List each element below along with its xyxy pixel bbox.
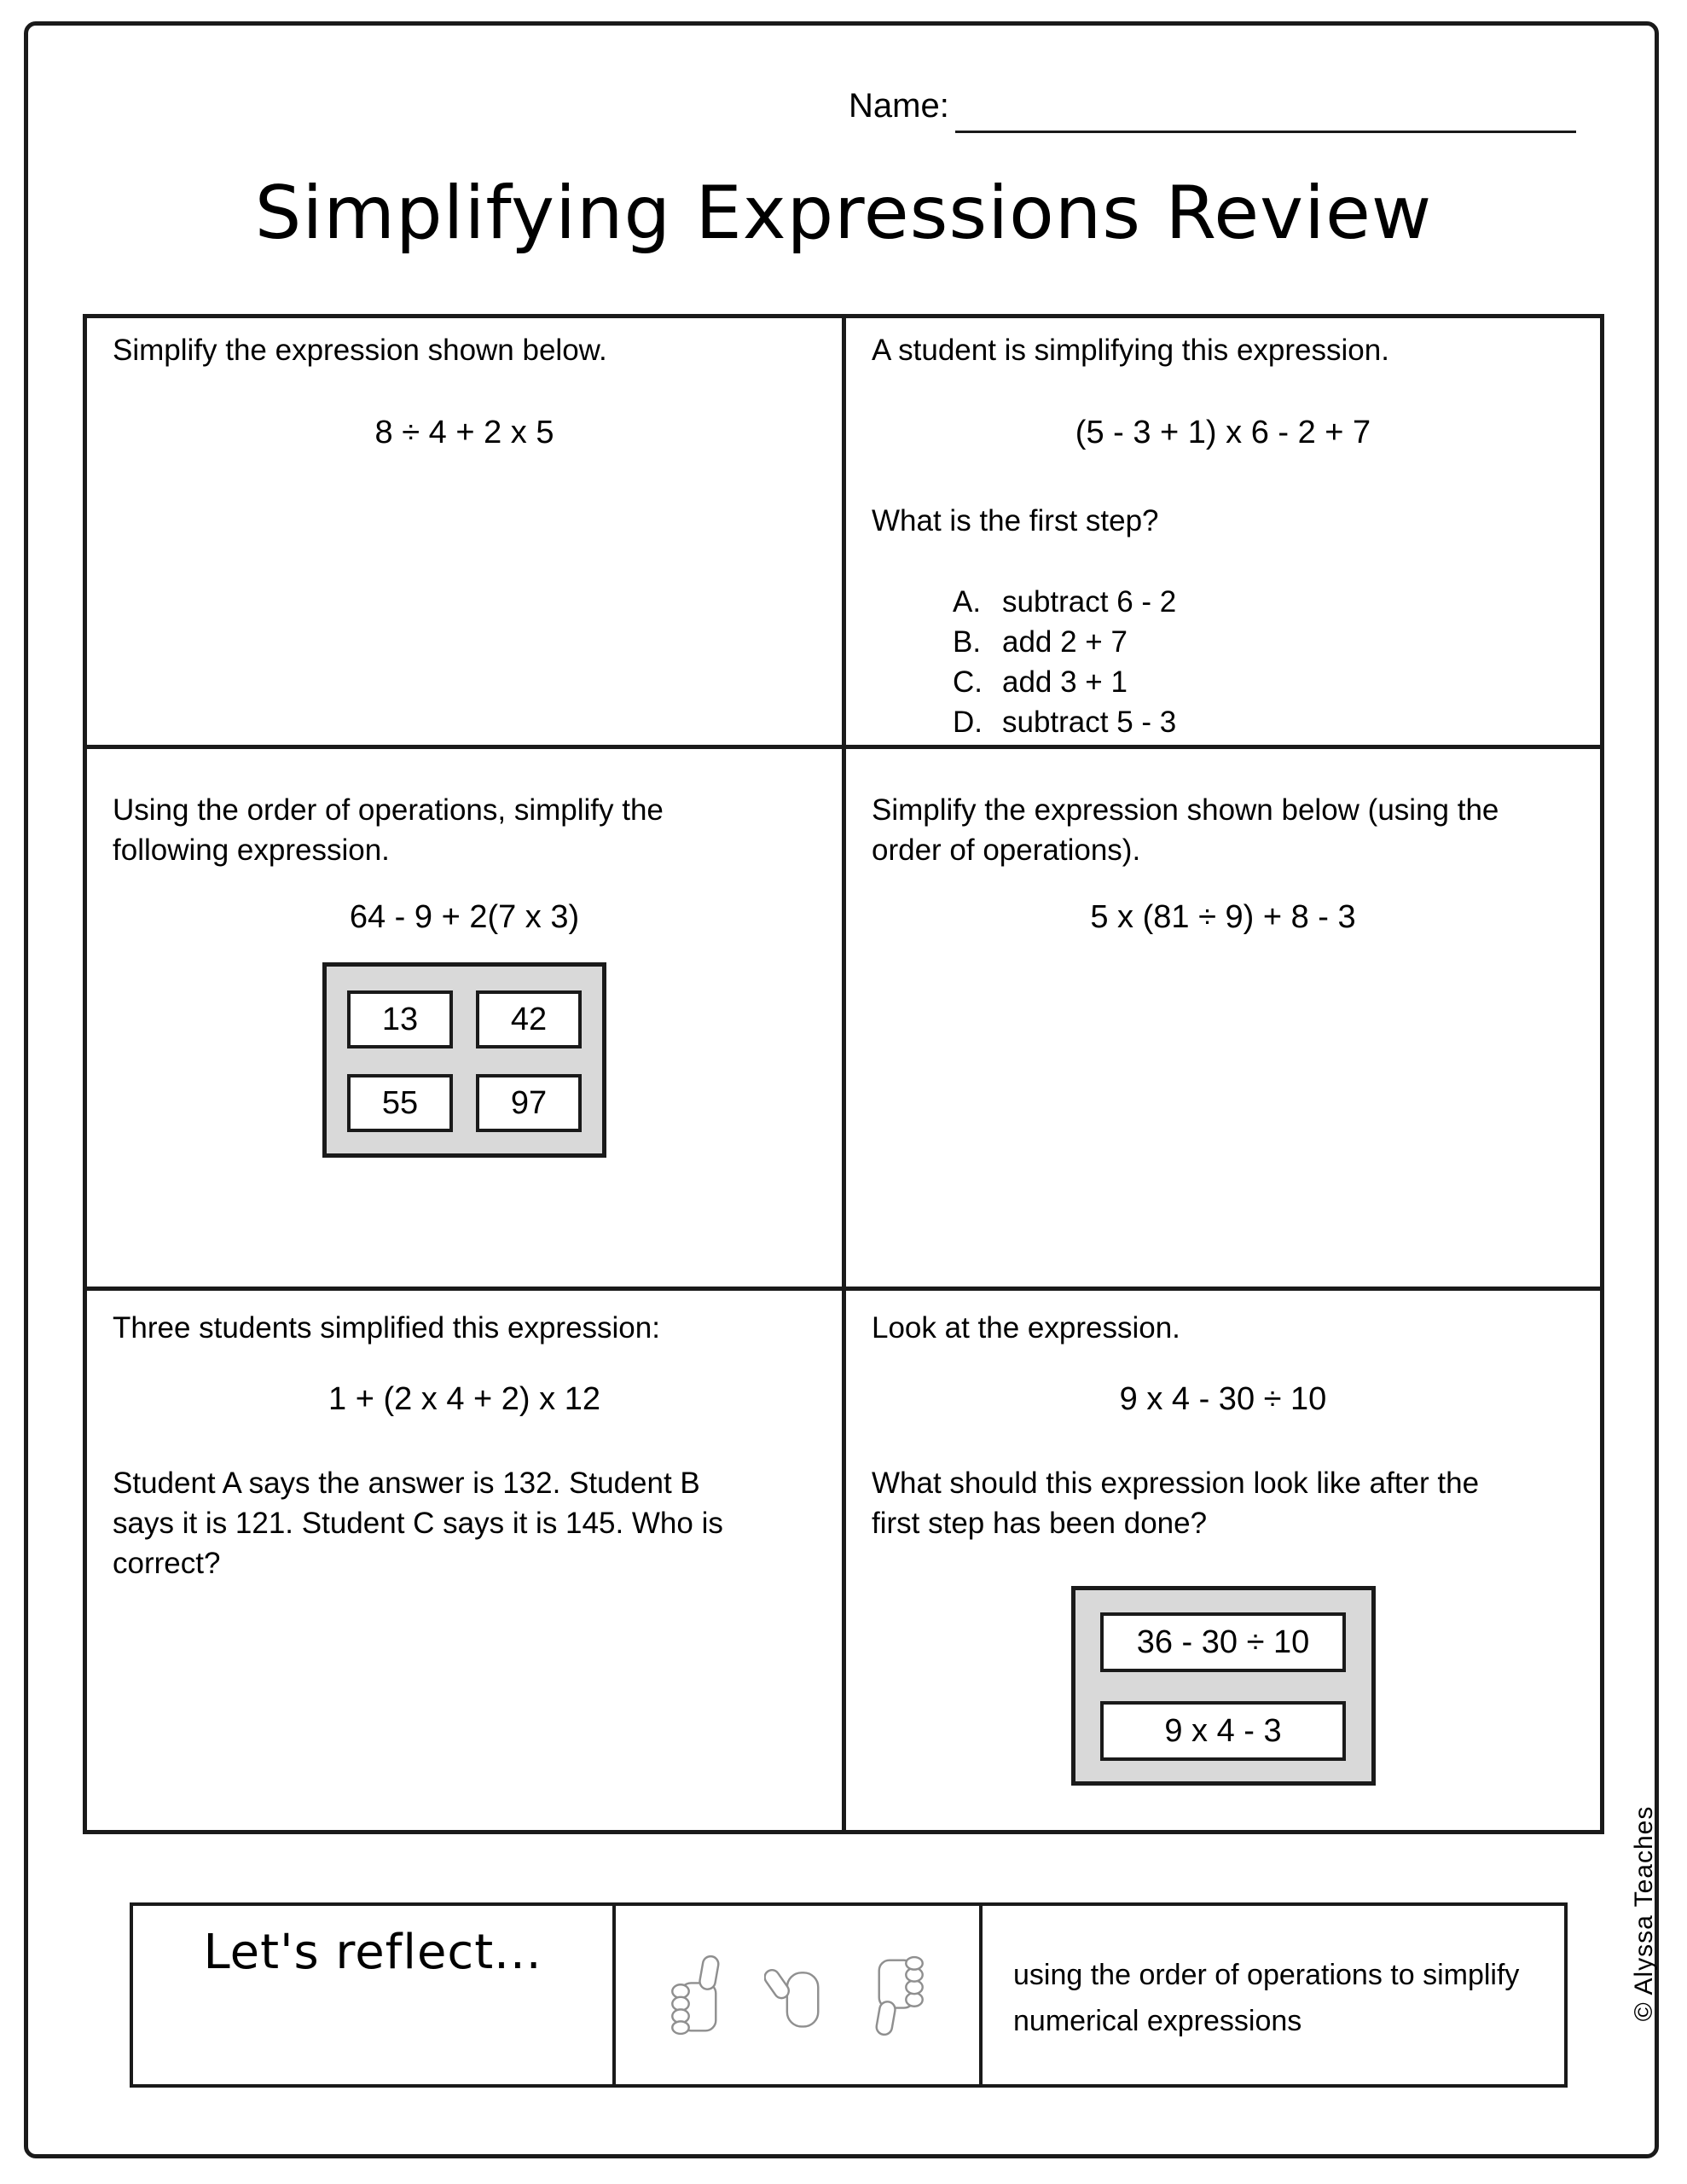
question-5-body-line-1: Student A says the answer is 132. Student B xyxy=(113,1467,700,1500)
choice-c xyxy=(953,662,1574,702)
question-2-choices xyxy=(953,582,1574,742)
choice-b xyxy=(953,622,1574,662)
answer-option-box: 42 xyxy=(476,990,582,1048)
copyright-text: © Alyssa Teaches xyxy=(1630,1805,1658,2022)
choice-b-letter: B. xyxy=(953,625,982,659)
name-label: Name: xyxy=(849,87,949,125)
question-5-body-line-3: correct? xyxy=(113,1547,221,1580)
question-4-cell xyxy=(846,749,1600,1291)
choice-a-text: subtract 6 - 2 xyxy=(1002,585,1177,619)
choice-d-text: subtract 5 - 3 xyxy=(1002,706,1177,739)
choice-d xyxy=(953,702,1574,742)
answer-option-box: 97 xyxy=(476,1074,582,1132)
reflect-description xyxy=(983,1906,1564,2084)
question-3-answer-bank xyxy=(322,962,606,1158)
question-4-prompt-line-1: Simplify the expression shown below (using the xyxy=(872,793,1499,827)
choice-a-letter: A. xyxy=(953,585,982,619)
question-5-body-line-2: says it is 121. Student C says it is 145. Who is xyxy=(113,1507,723,1540)
choice-c-text: add 3 + 1 xyxy=(1002,665,1128,699)
thumbs-down-icon xyxy=(867,1952,933,2039)
question-5-cell xyxy=(87,1291,846,1830)
name-fill-line xyxy=(955,96,1576,133)
thumbs-up-icon xyxy=(662,1952,728,2039)
question-3-cell xyxy=(87,749,846,1291)
reflect-description-line-2: numerical expressions xyxy=(1013,2005,1302,2037)
question-6-prompt: Look at the expression. xyxy=(872,1311,1180,1345)
reflect-rating-icons xyxy=(616,1906,983,2084)
question-4-prompt-line-2: order of operations). xyxy=(872,834,1141,867)
question-grid xyxy=(83,314,1604,1834)
reflect-description-line-1: using the order of operations to simplify xyxy=(1013,1959,1520,1991)
question-1-prompt: Simplify the expression shown below. xyxy=(113,334,607,367)
answer-option-box: 13 xyxy=(347,990,453,1048)
page-title: Simplifying Expressions Review xyxy=(254,171,1433,256)
question-5-prompt: Three students simplified this expression: xyxy=(113,1311,660,1345)
question-6-sub-prompt-line-2: first step has been done? xyxy=(872,1507,1208,1540)
question-6-expression: 9 x 4 - 30 ÷ 10 xyxy=(1119,1381,1327,1417)
choice-b-text: add 2 + 7 xyxy=(1002,625,1128,659)
reflect-table xyxy=(130,1902,1568,2088)
question-2-expression: (5 - 3 + 1) x 6 - 2 + 7 xyxy=(1075,415,1371,450)
question-3-prompt-line-1: Using the order of operations, simplify the xyxy=(113,793,664,827)
answer-option-box: 55 xyxy=(347,1074,453,1132)
question-1-cell xyxy=(87,318,846,749)
flat-hand-icon xyxy=(764,1952,831,2039)
question-1-expression: 8 ÷ 4 + 2 x 5 xyxy=(374,415,554,450)
question-2-prompt: A student is simplifying this expression. xyxy=(872,334,1389,367)
question-2-sub-prompt: What is the first step? xyxy=(872,504,1159,537)
question-6-cell xyxy=(846,1291,1600,1830)
question-2-cell xyxy=(846,318,1600,749)
question-6-sub-prompt-line-1: What should this expression look like after the xyxy=(872,1467,1480,1500)
question-6-answer-bank xyxy=(1071,1586,1376,1786)
question-3-expression: 64 - 9 + 2(7 x 3) xyxy=(349,899,580,935)
choice-a xyxy=(953,582,1574,622)
choice-d-letter: D. xyxy=(953,706,983,739)
answer-option-box: 36 - 30 ÷ 10 xyxy=(1100,1612,1346,1672)
question-3-prompt-line-2: following expression. xyxy=(113,834,390,867)
question-5-expression: 1 + (2 x 4 + 2) x 12 xyxy=(328,1381,600,1417)
question-4-expression: 5 x (81 ÷ 9) + 8 - 3 xyxy=(1090,899,1356,935)
answer-option-box: 9 x 4 - 3 xyxy=(1100,1701,1346,1761)
choice-c-letter: C. xyxy=(953,665,983,699)
reflect-title: Let's reflect... xyxy=(133,1906,616,2084)
